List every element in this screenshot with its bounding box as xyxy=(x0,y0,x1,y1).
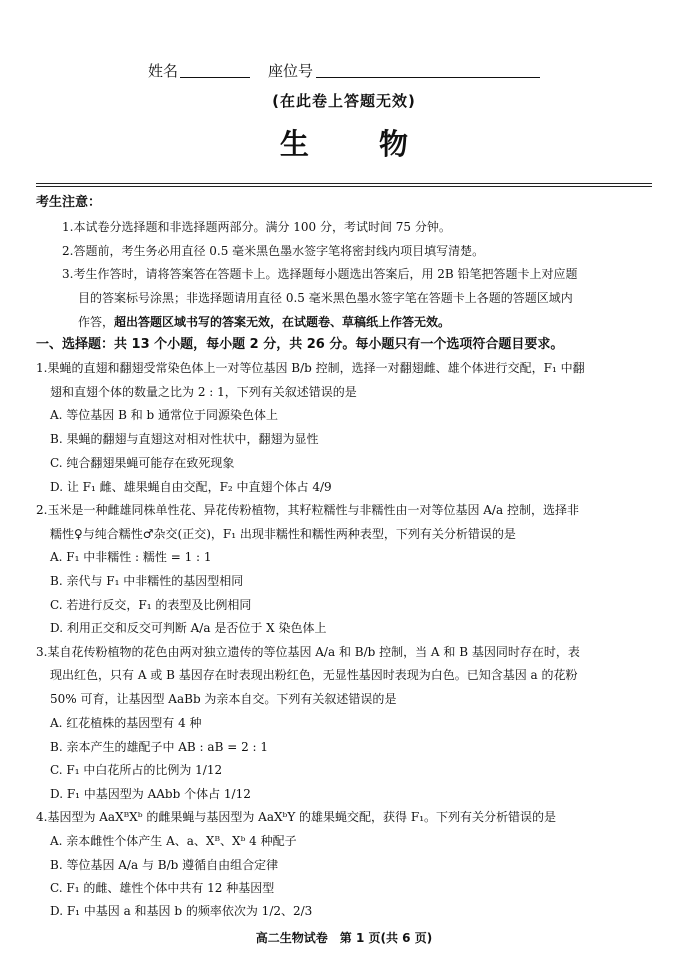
question-2-stem-line-2: 糯性♀与纯合糯性♂杂交(正交)，F₁ 出现非糯性和糯性两种表型，下列有关分析错误的是 xyxy=(50,527,516,541)
question-2-stem-line-1: 2.玉米是一种雌雄同株单性花、异花传粉植物，其籽粒糯性与非糯性由一对等位基因 A/a 控制，选择非 xyxy=(36,503,579,517)
subject-char-1: 生 xyxy=(279,127,309,161)
seat-label: 座位号 xyxy=(268,62,314,80)
section-heading: 一、选择题：共 13 个小题，每小题 2 分，共 26 分。每小题只有一个选项符合题目要求。 xyxy=(36,337,564,352)
question-3-option-b: B. 亲本产生的雄配子中 AB : aB = 2 : 1 xyxy=(50,740,269,754)
question-1-stem-line-1: 1.果蝇的直翅和翻翅受常染色体上一对等位基因 B/b 控制，选择一对翻翅雌、雄个体进行交配，F₁ 中翻 xyxy=(36,361,585,375)
instruction-item-3-line-3 xyxy=(78,314,450,330)
instruction-item-3-line-1: 3.考生作答时，请将答案答在答题卡上。选择题每小题选出答案后，用 2B 铅笔把答题卡上对应题 xyxy=(62,267,578,281)
question-3-stem-line-1: 3.某自花传粉植物的花色由两对独立遗传的等位基因 A/a 和 B/b 控制，当 A 和 B 基因同时存在时，表 xyxy=(36,645,580,659)
instruction-item-3-prefix: 作答， xyxy=(78,315,115,329)
seat-blank-line xyxy=(316,77,540,78)
instruction-item-3-bold: 超出答题区域书写的答案无效，在试题卷、草稿纸上作答无效。 xyxy=(114,315,451,329)
subject-char-2: 物 xyxy=(379,127,409,161)
question-3-stem-line-3: 50% 可育，让基因型 AaBb 为亲本自交。下列有关叙述错误的是 xyxy=(50,692,397,706)
page-footer: 高二生物试卷 第 1 页(共 6 页) xyxy=(255,931,433,945)
question-4-option-a: A. 亲本雌性个体产生 A、a、Xᴮ、Xᵇ 4 种配子 xyxy=(50,834,297,848)
question-2-option-a: A. F₁ 中非糯性 : 糯性 = 1 : 1 xyxy=(50,550,212,564)
question-4-option-d: D. F₁ 中基因 a 和基因 b 的频率依次为 1/2、2/3 xyxy=(50,904,313,918)
divider-rule-bottom xyxy=(36,186,652,187)
question-2-option-d: D. 利用正交和反交可判断 A/a 是否位于 X 染色体上 xyxy=(50,621,327,635)
question-1-stem-line-2: 翅和直翅个体的数量之比为 2 : 1，下列有关叙述错误的是 xyxy=(50,385,357,399)
subject-title xyxy=(0,122,688,163)
instructions-title: 考生注意： xyxy=(36,195,102,210)
name-blank-line xyxy=(180,77,250,78)
instruction-item-1: 1.本试卷分选择题和非选择题两部分。满分 100 分，考试时间 75 分钟。 xyxy=(62,220,451,234)
question-1-option-a: A. 等位基因 B 和 b 通常位于同源染色体上 xyxy=(50,408,279,422)
question-4-stem-line-1: 4.基因型为 AaXᴮXᵇ 的雌果蝇与基因型为 AaXᵇY 的雄果蝇交配，获得 F₁。下列有关分析错误的是 xyxy=(36,810,557,824)
question-3-option-d: D. F₁ 中基因型为 AAbb 个体占 1/12 xyxy=(50,787,251,801)
divider-rule-top xyxy=(36,183,652,184)
instruction-item-3-line-2: 目的答案标号涂黑；非选择题请用直径 0.5 毫米黑色墨水签字笔在答题卡上各题的答题区域内 xyxy=(78,291,573,305)
question-1-option-d: D. 让 F₁ 雌、雄果蝇自由交配，F₂ 中直翅个体占 4/9 xyxy=(50,480,332,494)
question-2-option-b: B. 亲代与 F₁ 中非糯性的基因型相同 xyxy=(50,574,244,588)
instruction-item-2: 2.答题前，考生务必用直径 0.5 毫米黑色墨水签字笔将密封线内项目填写清楚。 xyxy=(62,244,485,258)
question-1-option-c: C. 纯合翻翅果蝇可能存在致死现象 xyxy=(50,456,235,470)
question-3-option-a: A. 红花植株的基因型有 4 种 xyxy=(50,716,202,730)
question-4-option-b: B. 等位基因 A/a 与 B/b 遵循自由组合定律 xyxy=(50,858,279,872)
question-2-option-c: C. 若进行反交，F₁ 的表型及比例相同 xyxy=(50,598,252,612)
question-3-option-c: C. F₁ 中白花所占的比例为 1/12 xyxy=(50,763,223,777)
question-3-stem-line-2: 现出红色，只有 A 或 B 基因存在时表现出粉红色，无显性基因时表现为白色。已知含基因 a 的花粉 xyxy=(50,668,578,682)
name-label: 姓名 xyxy=(148,62,179,80)
question-4-option-c: C. F₁ 的雌、雄性个体中共有 12 种基因型 xyxy=(50,881,275,895)
question-1-option-b: B. 果蝇的翻翅与直翅这对相对性状中，翻翅为显性 xyxy=(50,432,319,446)
answer-invalid-notice: (在此卷上答题无效) xyxy=(272,92,416,110)
